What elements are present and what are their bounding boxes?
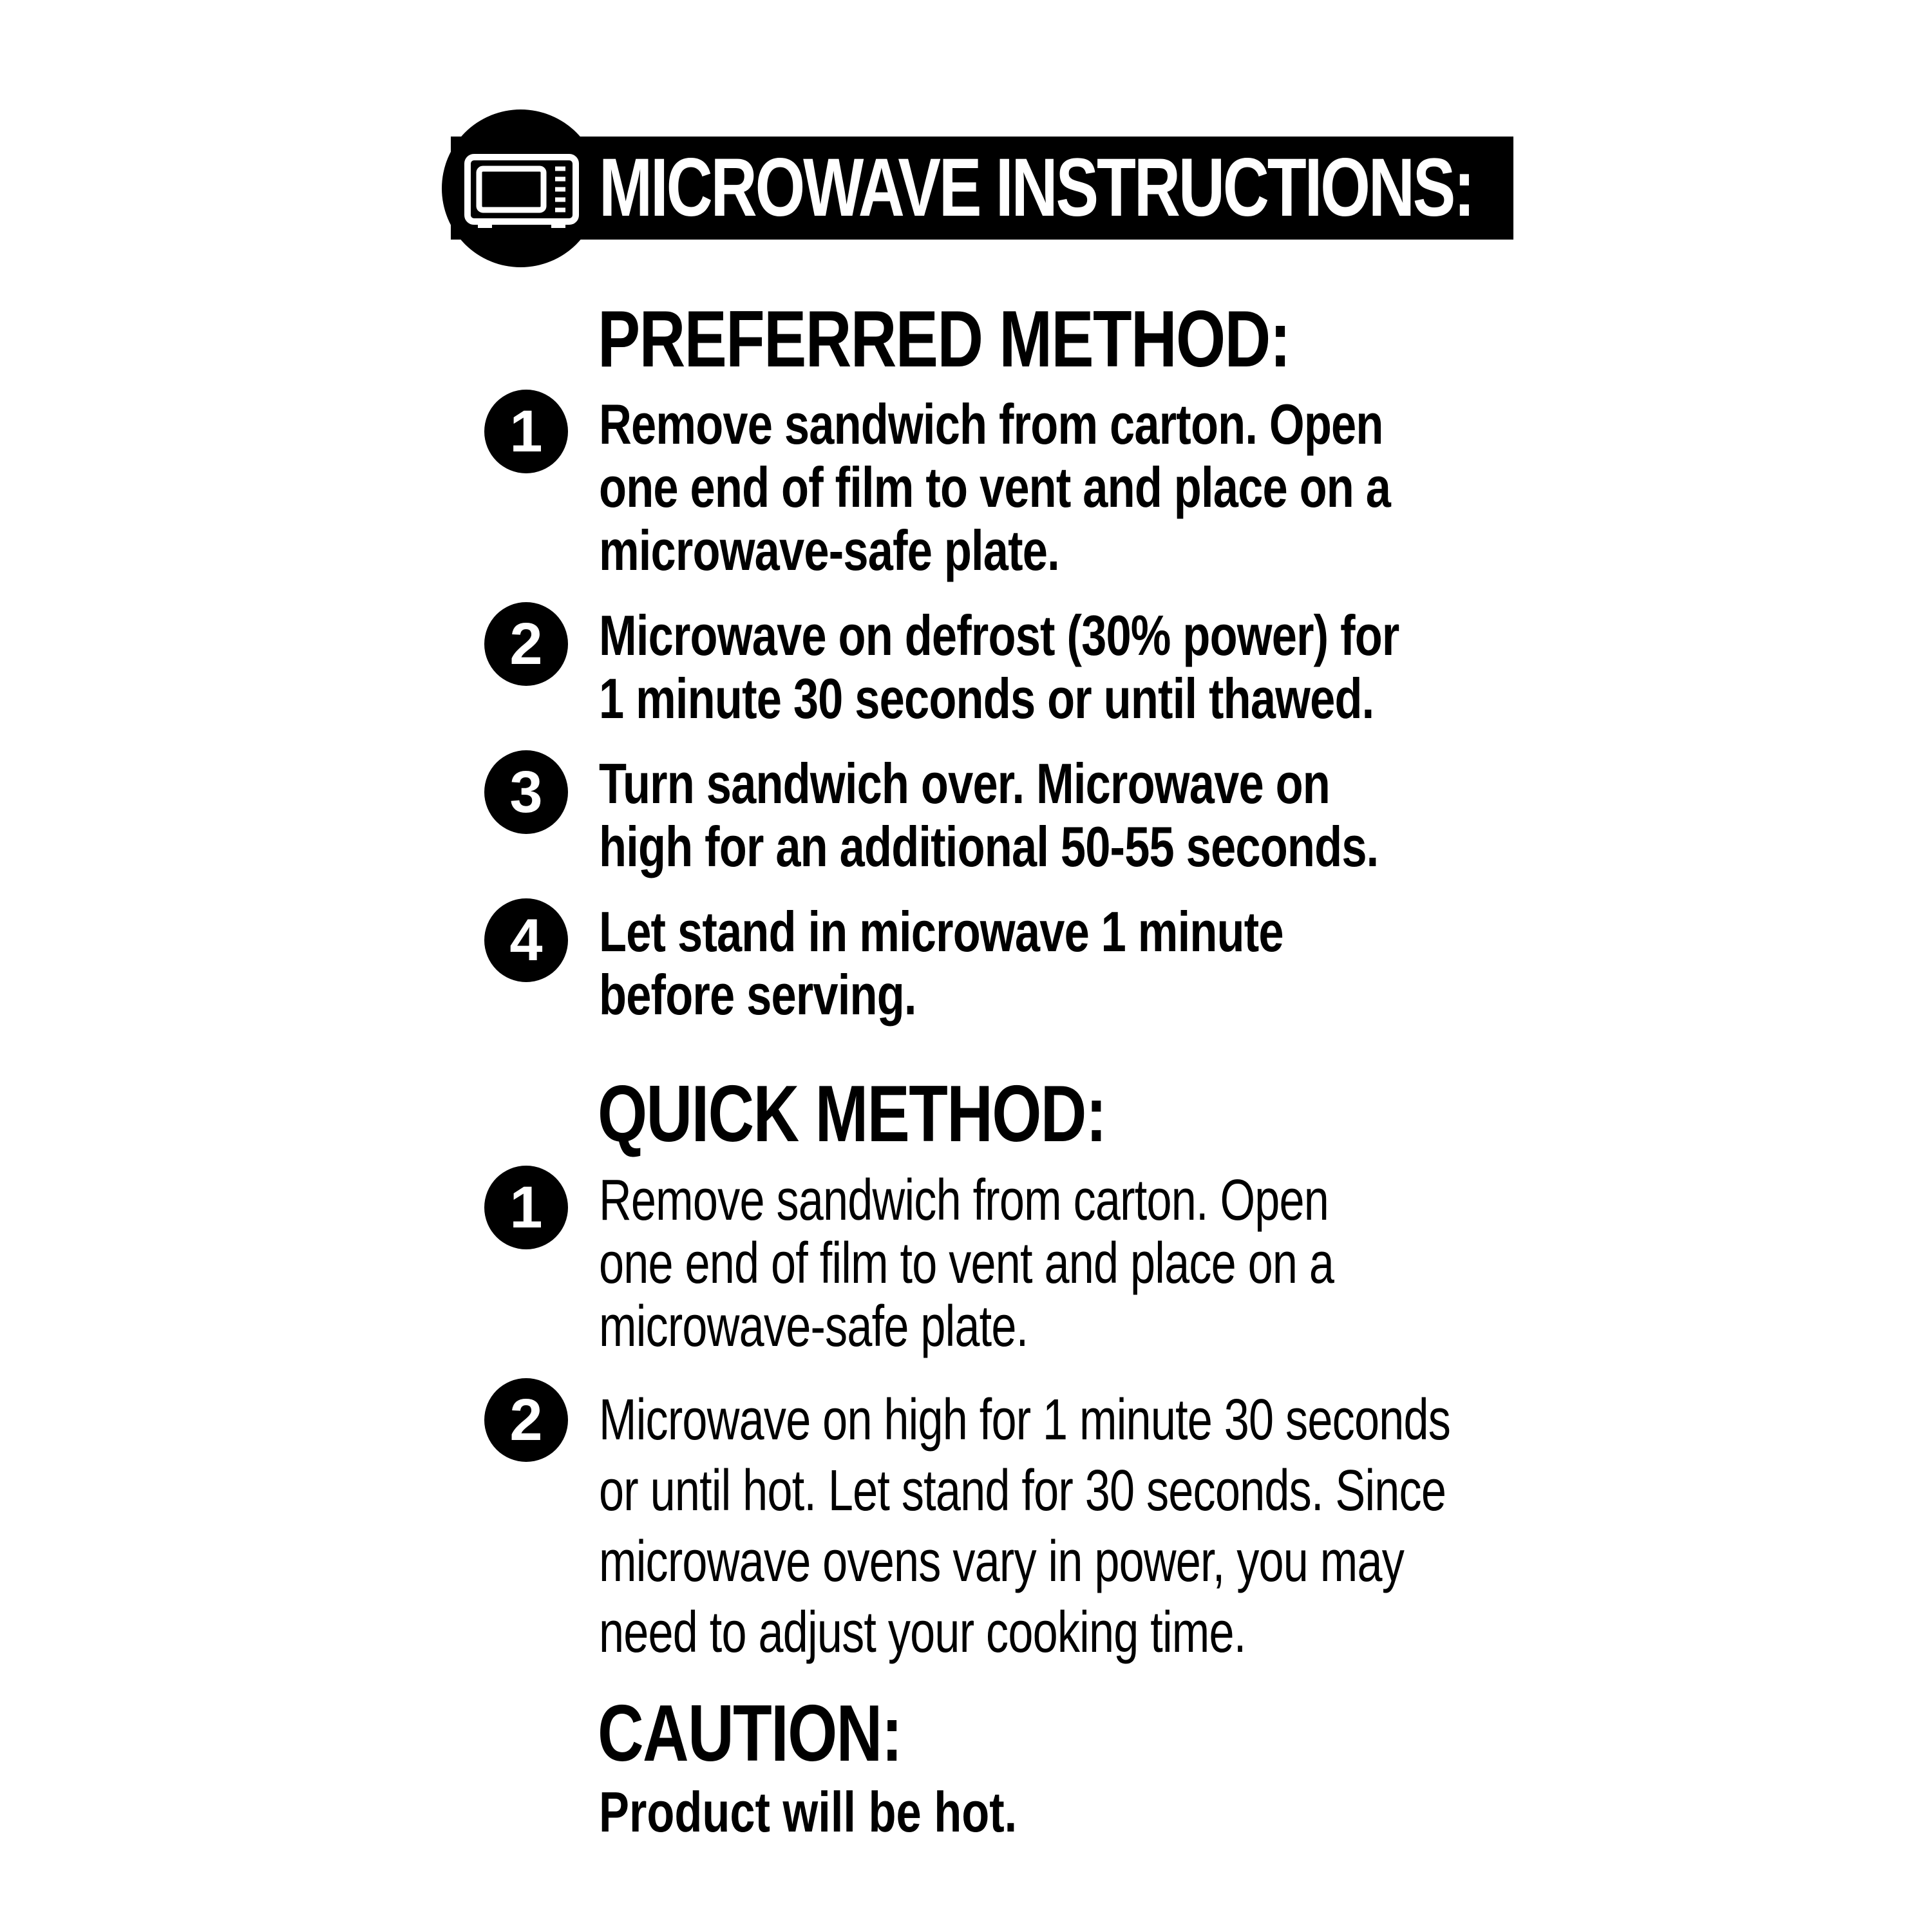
preferred-method-heading: PREFERRED METHOD:: [598, 295, 1291, 384]
preferred-step-2-text: Microwave on defrost (30% power) for 1 minute 30 seconds or until thawed.: [599, 603, 1399, 730]
microwave-icon: [464, 153, 580, 231]
header-title: MICROWAVE INSTRUCTIONS:: [599, 142, 1473, 234]
quick-step-2-text: Microwave on high for 1 minute 30 seconds or until hot. Let stand for 30 seconds. Since microwave ovens vary in power, you may need to adjust your cooking time.: [599, 1388, 1451, 1665]
quick-step-1-text: Remove sandwich from carton. Open one end of film to vent and place on a microwave-safe plate.: [599, 1168, 1334, 1359]
preferred-step-3-number: 3: [484, 750, 568, 834]
quick-step-1-number: 1: [484, 1166, 568, 1249]
preferred-step-4-number: 4: [484, 898, 568, 982]
caution-heading: CAUTION:: [598, 1689, 902, 1778]
preferred-step-2-number: 2: [484, 602, 568, 686]
preferred-step-3-text: Turn sandwich over. Microwave on high for an additional 50-55 seconds.: [599, 752, 1379, 878]
preferred-step-1-text: Remove sandwich from carton. Open one end of film to vent and place on a microwave-safe plate.: [599, 392, 1391, 582]
preferred-step-1-number: 1: [484, 390, 568, 473]
preferred-step-4-text: Let stand in microwave 1 minute before serving.: [599, 900, 1283, 1027]
quick-method-heading: QUICK METHOD:: [598, 1070, 1106, 1159]
quick-step-2-number: 2: [484, 1378, 568, 1462]
caution-text: Product will be hot.: [599, 1780, 1018, 1844]
